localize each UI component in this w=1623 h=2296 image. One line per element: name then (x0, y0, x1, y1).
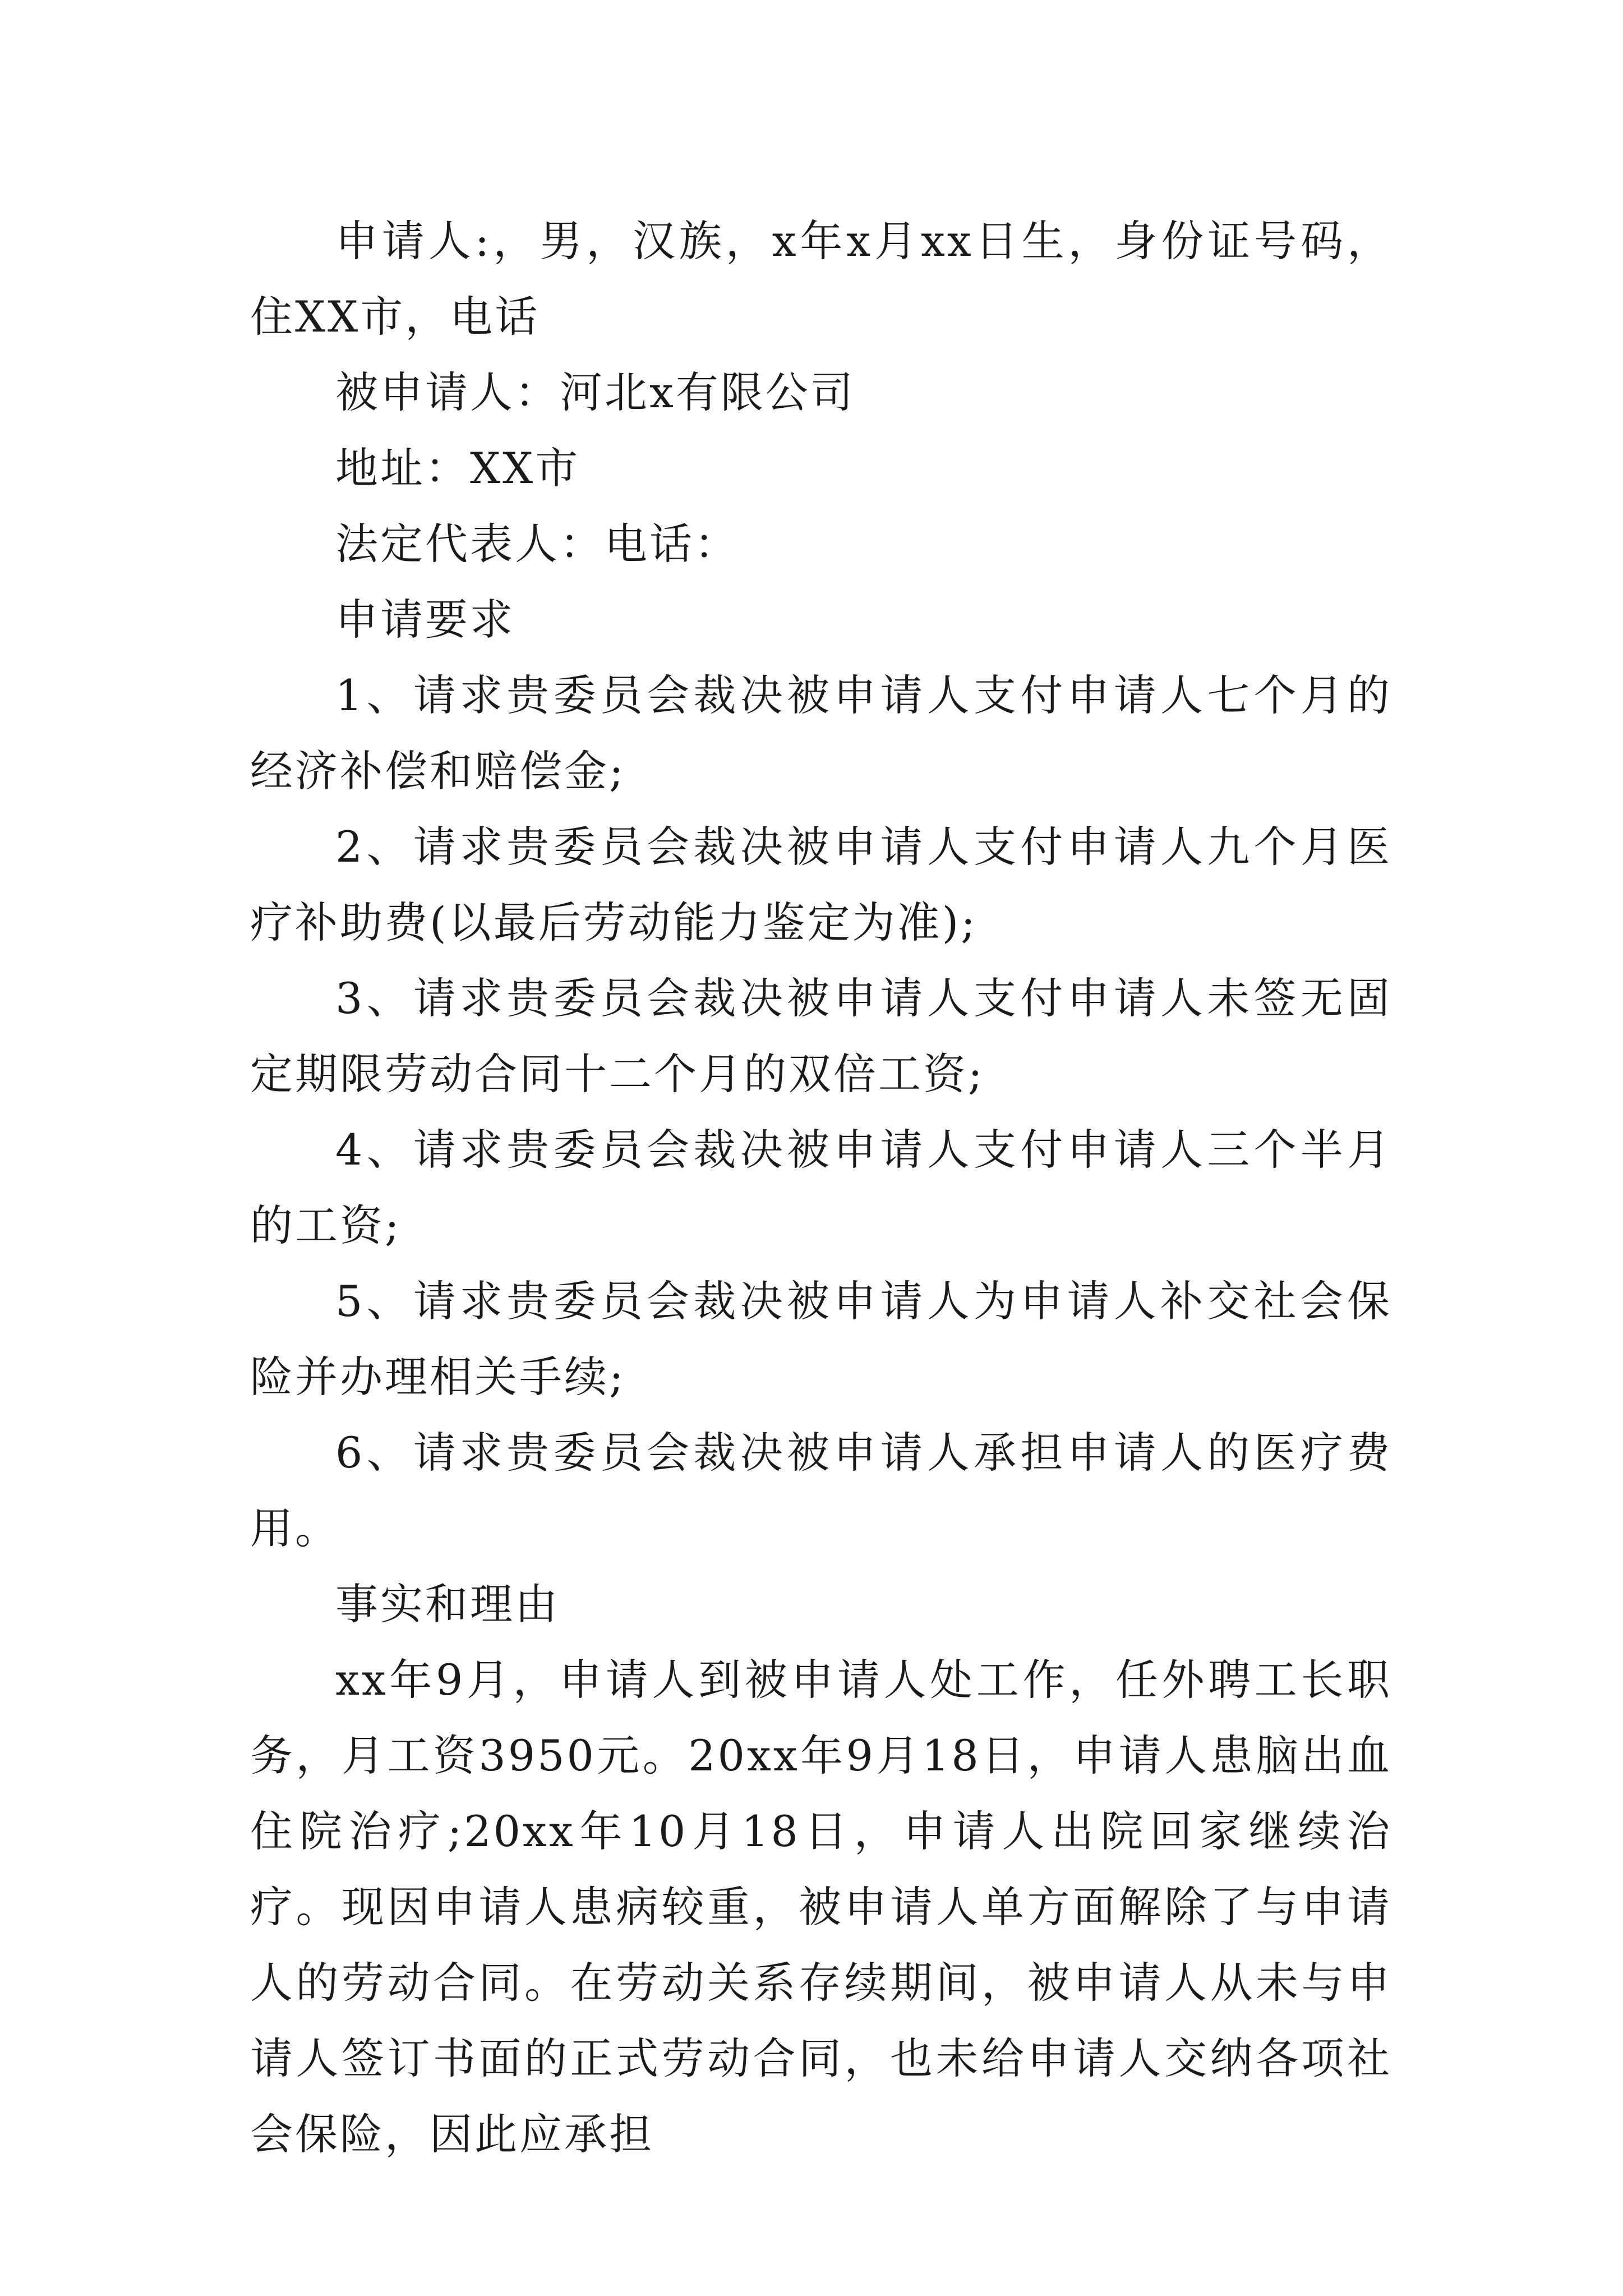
section-heading-requests: 申请要求 (335, 595, 515, 645)
respondent-name: 被申请人：河北x有限公司 (335, 367, 855, 417)
facts-paragraph: xx年9月，申请人到被申请人处工作，任外聘工长职务，月工资3950元。20xx年9月18日，申请人患脑出血住院治疗;20xx年10月18日，申请人出院回家继续治疗。现因申请人患病较重，被申请人单方面解除了与申请人的劳动合同。在劳动关系存续期间，被申请人从未与申请人签订书面的正式劳动合同，也未给申请人交纳各项社会保险，因此应承担 (250, 1655, 1392, 2159)
document-body (250, 203, 1392, 2172)
request-item-5: 5、请求贵委员会裁决被申请人为申请人补交社会保险并办理相关手续; (250, 1276, 1392, 1402)
request-item-1: 1、请求贵委员会裁决被申请人支付申请人七个月的经济补偿和赔偿金; (250, 670, 1392, 796)
section-heading-facts: 事实和理由 (335, 1579, 560, 1629)
legal-representative: 法定代表人：电话： (335, 519, 739, 569)
request-item-4: 4、请求贵委员会裁决被申请人支付申请人三个半月的工资; (250, 1125, 1392, 1250)
request-item-2: 2、请求贵委员会裁决被申请人支付申请人九个月医疗补助费(以最后劳动能力鉴定为准); (250, 822, 1392, 947)
request-item-6: 6、请求贵委员会裁决被申请人承担申请人的医疗费用。 (250, 1428, 1392, 1553)
applicant-info: 申请人:，男，汉族，x年x月xx日生，身份证号码，住XX市，电话 (250, 216, 1392, 342)
respondent-address: 地址：XX市 (335, 443, 580, 493)
request-item-3: 3、请求贵委员会裁决被申请人支付申请人未签无固定期限劳动合同十二个月的双倍工资; (250, 973, 1392, 1099)
